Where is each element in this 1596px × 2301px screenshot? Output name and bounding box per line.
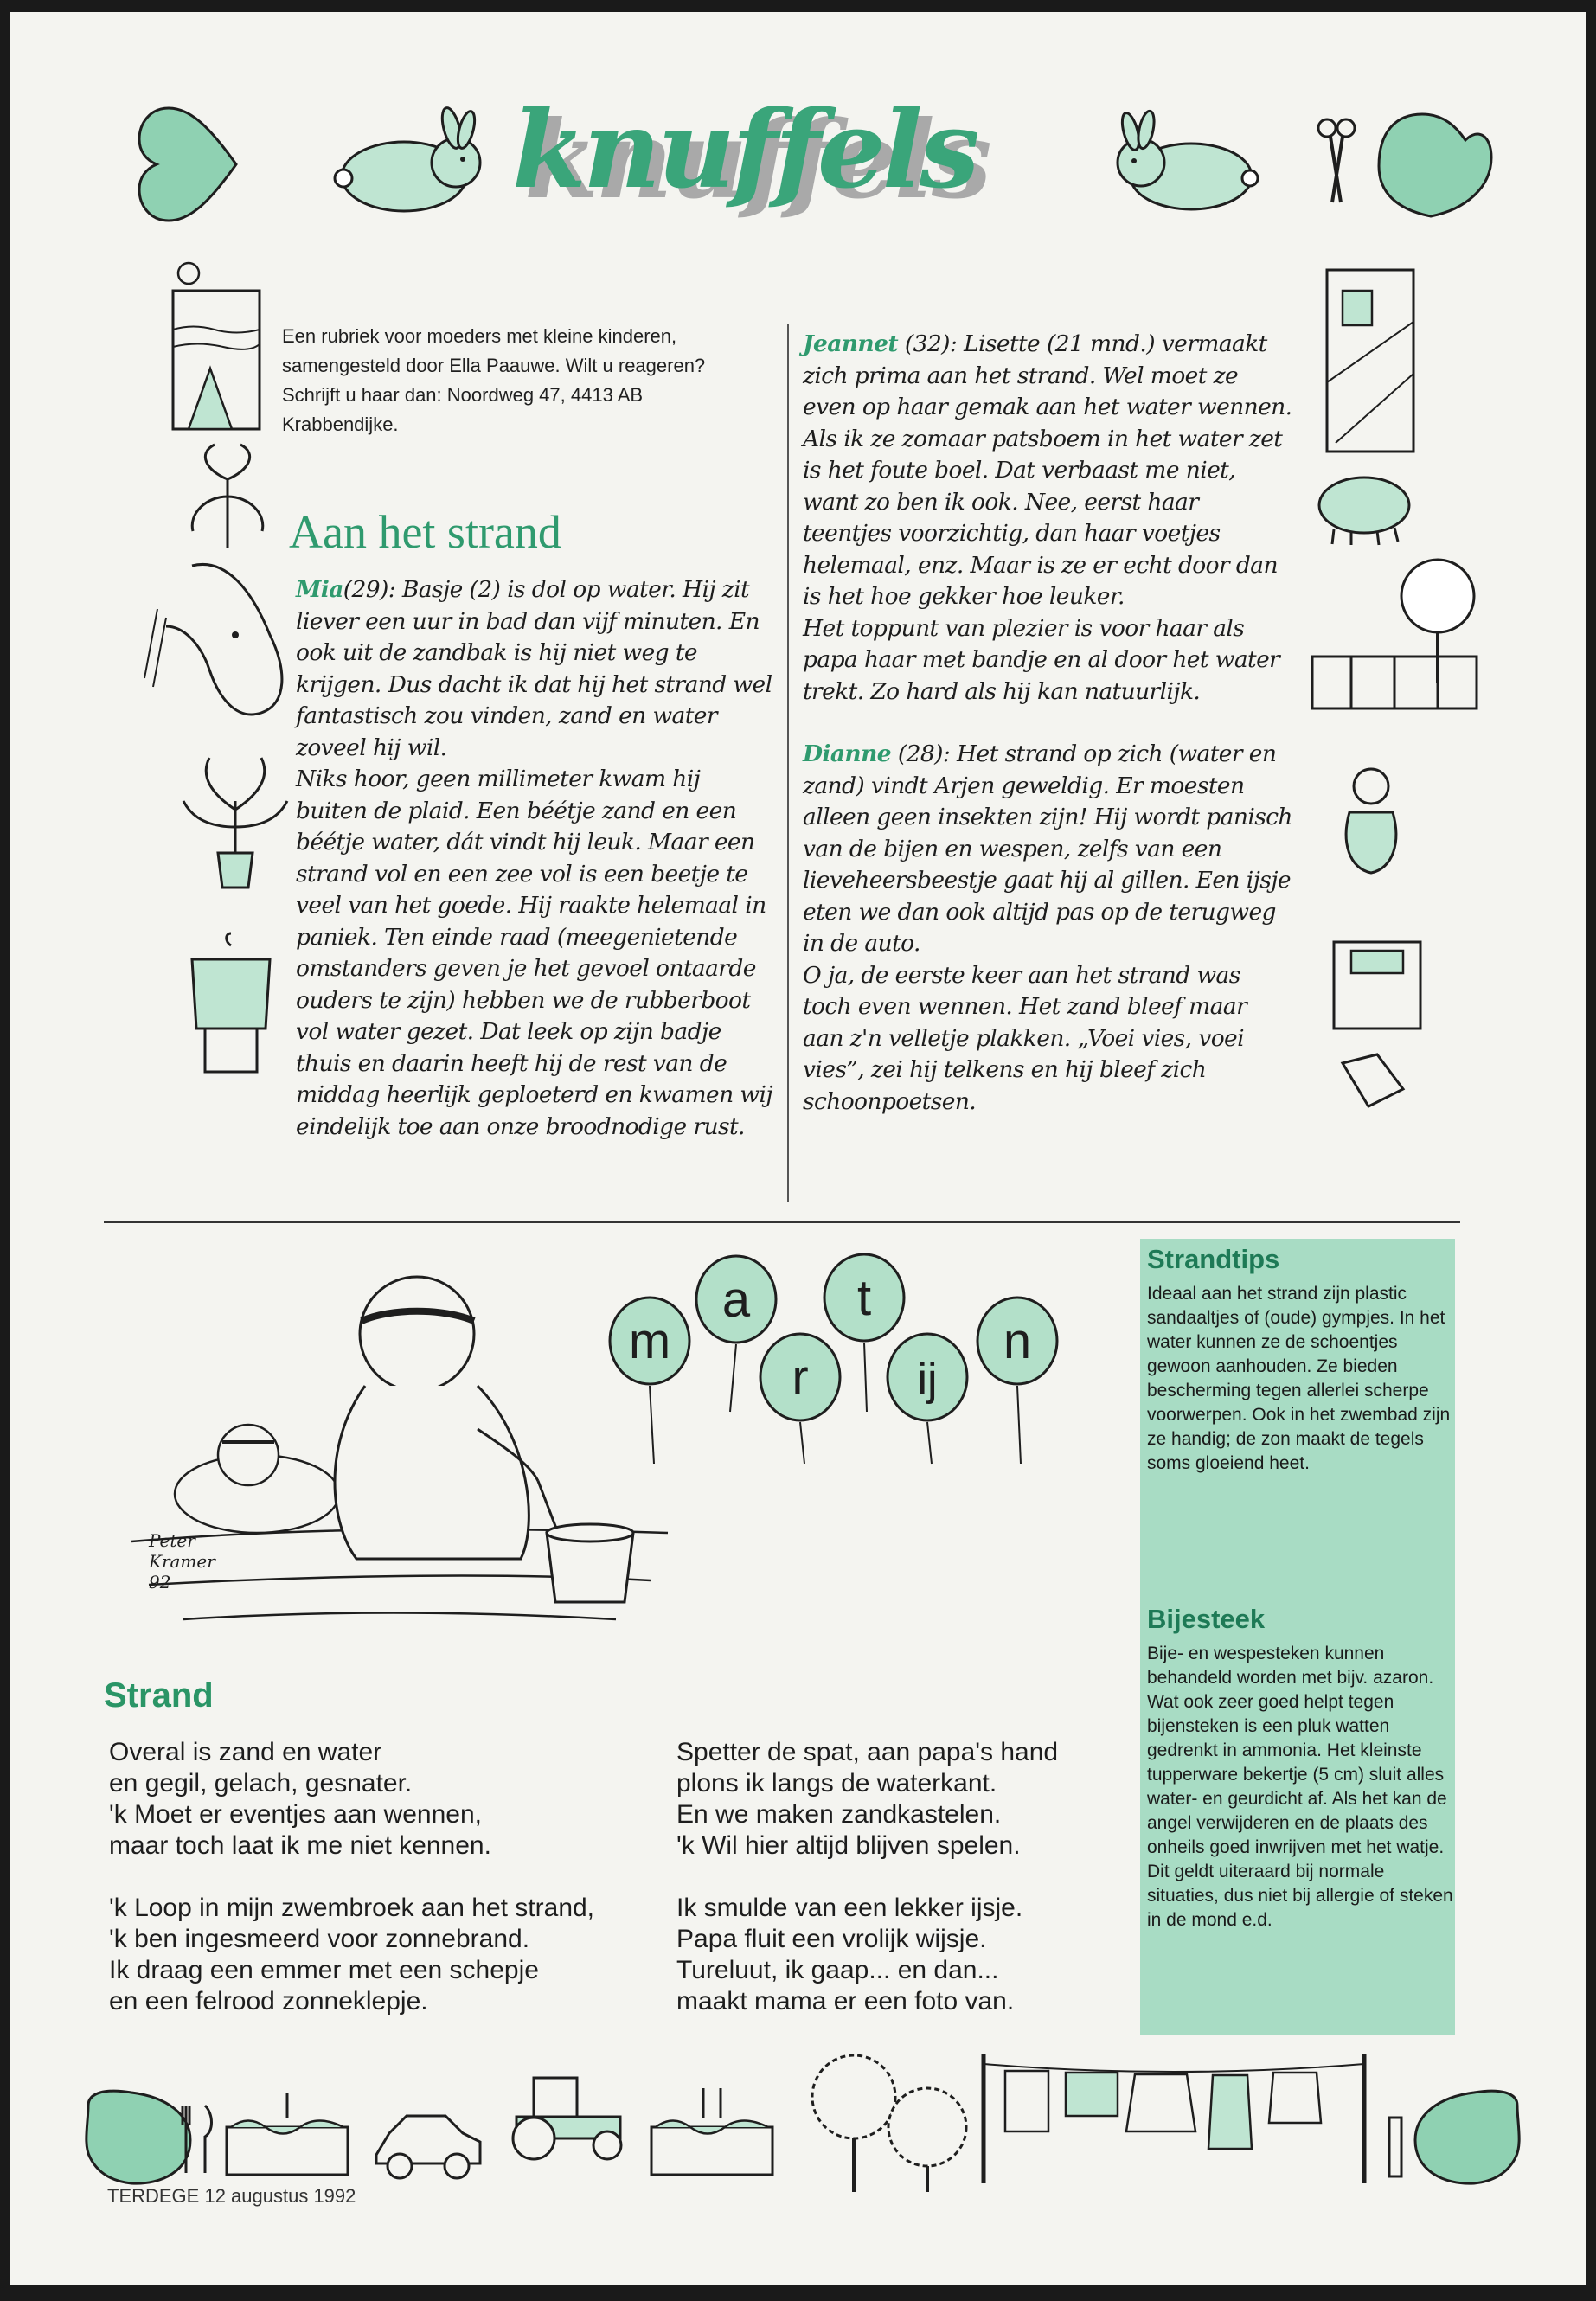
balloon-letter: t: [856, 1270, 872, 1326]
story-paragraph: Het toppunt van plezier is voor haar als papa haar met bandje en al door het water trekt. Zo hard als hij kan natuurlijk.: [803, 614, 1280, 705]
poem-stanza: Overal is zand en water en gegil, gelach, gesnater. 'k Moet er eventjes aan wennen, maar toch laat ik me niet kennen.: [109, 1738, 491, 1860]
cake-icon: [647, 2080, 777, 2179]
artist-signature: Peter Kramer 92: [149, 1530, 215, 1593]
cake-icon: [222, 2084, 352, 2179]
story-paragraph: Dianne (28): Het strand op zich (water en zand) vindt Arjen geweldig. Er moesten alleen geen insekten zijn! Hij wordt panisch van de bijen en wespen, zelfs van een lieveheersbeestje gaat hij al gillen. Een ijsje eten we dan ook altijd pas op de terugweg in de auto.: [803, 740, 1292, 957]
poem-stanza: Spetter de spat, aan papa's hand plons ik langs de waterkant. En we maken zandkastelen. 'k Wil hier altijd blijven spelen.: [676, 1738, 1059, 1860]
tractor-icon: [499, 2069, 629, 2164]
balloon-letter: n: [1003, 1313, 1032, 1369]
article-heading: Aan het strand: [289, 506, 561, 558]
section-divider: [104, 1221, 1460, 1223]
candle-icon: [1384, 2100, 1408, 2178]
story-paragraph: Mia(29): Basje (2) is dol op water. Hij zit liever een uur in bad dan vijf minuten. En ook uit de zandbak is hij niet weg te krijgen. Dus dacht ik dat hij het strand wel fantastisch zou vinden, zand en water zoveel hij wil.: [296, 576, 772, 761]
balloon-letter: r: [792, 1349, 809, 1406]
balloon: [888, 1334, 967, 1420]
pig-icon: [1308, 462, 1420, 548]
footer-issue: TERDEGE 12 augustus 1992: [107, 2185, 356, 2207]
poem-column-right: [676, 1737, 1126, 2048]
plant-icon: [183, 758, 287, 888]
balloon: [610, 1298, 689, 1384]
rabbit-icon: [1105, 114, 1269, 218]
poem-column-left: [109, 1737, 680, 2048]
horse-icon: [140, 557, 296, 730]
intro-text: Een rubriek voor moeders met kleine kinderen, samengesteld door Ella Paauwe. Wilt u reageren? Schrijft u haar dan: Noordweg 47, 4413 AB Krabbendijke.: [282, 325, 706, 435]
magazine-page: [10, 12, 1586, 2285]
article-column-right: [803, 329, 1292, 1118]
poem-title: Strand: [104, 1676, 214, 1715]
beach-icon: [163, 247, 275, 433]
window-icon: [1318, 270, 1422, 460]
clothes-icon: [183, 933, 279, 1080]
article-column-left: [296, 574, 777, 1143]
balloon-letter: a: [721, 1272, 751, 1328]
story-paragraph: O ja, de eerste keer aan het strand was toch even wennen. Het zand bleef maar aan z'n velletje plakken. „Voei vies, voei vies”, zei hij telkens en hij bleef zich schoonpoetsen.: [803, 961, 1247, 1115]
story-author: Dianne: [803, 740, 892, 767]
balloon: [696, 1256, 776, 1343]
tip-title: Bijesteek: [1147, 1604, 1266, 1634]
tips-box: [1140, 1239, 1455, 2035]
heart-icon: [1379, 114, 1491, 218]
balloon-letter: ij: [917, 1355, 938, 1405]
farm-icon: [1308, 553, 1481, 726]
balloon: [824, 1254, 904, 1341]
tree-icon: [802, 2054, 975, 2196]
cabinet-icon: [1325, 933, 1429, 1124]
tip-text: Bije- en wespesteken kunnen behandeld worden met bijv. azaron. Wat ook zeer goed helpt tegen bijensteken is een pluk watten gedrenkt in ammonia. Het kleinste tupperware bekertje (5 cm) sluit alles water- en geurdicht af. Als het kan de angel verwijderen en de plaats des onheils goed inwrijven met het watje. Dit geldt uiteraard bij normale situaties, dus niet bij allergie of steken in de mond e.d.: [1147, 1644, 1453, 1930]
heart-icon: [1413, 2088, 1526, 2188]
column-divider: [787, 324, 789, 1202]
poem-stanza: 'k Loop in mijn zwembroek aan het strand, 'k ben ingesmeerd voor zonnebrand. Ik draag een emmer met een schepje en een felrood zonneklepje.: [109, 1894, 595, 2016]
heart-icon: [80, 2088, 192, 2188]
heart-icon: [131, 116, 244, 220]
car-icon: [372, 2107, 484, 2185]
banana-icon: [180, 445, 275, 557]
laundry-icon: [979, 2054, 1377, 2183]
story-author: Mia: [296, 576, 343, 603]
masthead-title: knuffels: [512, 87, 977, 213]
poem-stanza: Ik smulde van een lekker ijsje. Papa fluit een vrolijk wijsje. Tureluut, ik gaap... en dan... maakt mama er een foto van.: [676, 1894, 1023, 2016]
story-paragraph: Niks hoor, geen millimeter kwam hij buiten de plaid. Een béétje zand en een béétje water, dát vindt hij leuk. Maar een strand vol en een zee vol is een beetje te veel van het goede. Hij raakte helemaal in paniek. Ten einde raad (meegenietende omstanders geven je het gevoel ontaarde ouders te zijn) hebben we de rubberboot vol water gezet. Dat leek op zijn badje thuis en daarin heeft hij de rest van de middag heerlijk geploeterd en kwamen wij eindelijk toe aan onze broodnodige rust.: [296, 766, 772, 1140]
balloon-group: [581, 1239, 1066, 1464]
snowman-icon: [1324, 747, 1419, 877]
rabbit-icon: [326, 109, 499, 221]
balloon: [760, 1334, 840, 1420]
story-author: Jeannet: [803, 330, 899, 357]
balloon: [977, 1298, 1057, 1384]
story-paragraph: Jeannet (32): Lisette (21 mnd.) vermaakt zich prima aan het strand. Wel moet ze even op haar gemak aan het water wennen. Als ik ze zomaar patsboem in het water zet is het foute boel. Dat verbaast me niet, want zo ben ik ook. Nee, eerst haar teentjes voorzichtig, dan haar voetjes helemaal, enz. Maar is ze er echt door dan is het hoe gekker hoe leuker.: [803, 330, 1292, 610]
tip-title: Strandtips: [1147, 1244, 1280, 1274]
scissors-icon: [1315, 116, 1358, 211]
balloon-letter: m: [628, 1313, 671, 1369]
cutlery-icon: [179, 2106, 218, 2175]
tip-text: Ideaal aan het strand zijn plastic sandaaltjes of (oude) gympjes. In het water kunnen ze de schoentjes gewoon aanhouden. Ze bieden bescherming tegen allerlei scherpe voorwerpen. Ook in het zwembad zijn ze handig; de zon maakt de tegels soms gloeiend heet.: [1147, 1284, 1451, 1473]
